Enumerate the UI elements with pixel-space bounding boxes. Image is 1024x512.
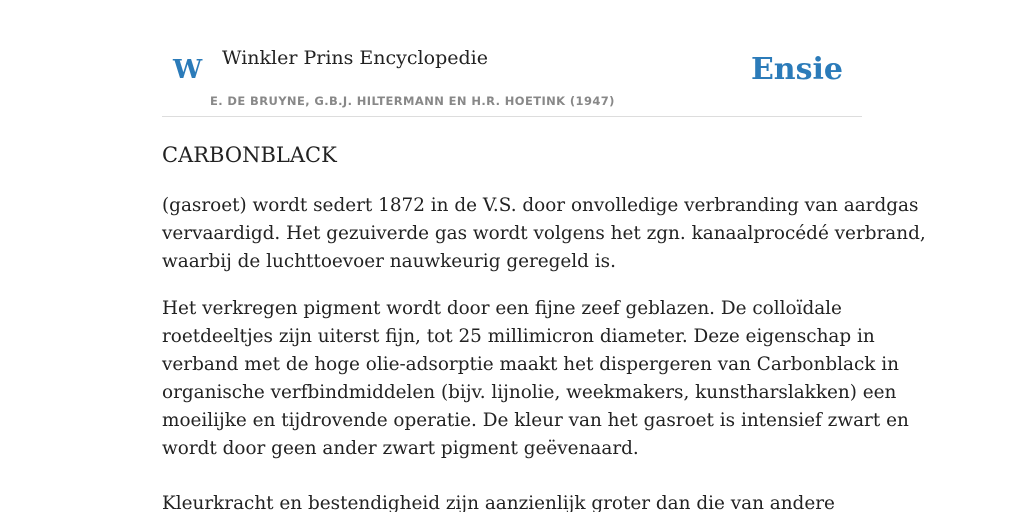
- site-header: [162, 0, 862, 117]
- article-paragraph-2: [162, 295, 909, 463]
- paragraph-line: organische verfbindmiddelen (bijv. lijnolie, weekmakers, kunstharslakken) een: [162, 382, 897, 403]
- paragraph-line: waarbij de luchttoevoer nauwkeurig geregeld is.: [162, 251, 616, 272]
- article-page: [162, 0, 926, 512]
- paragraph-line: Kleurkracht en bestendigheid zijn aanzienlijk groter dan die van andere: [162, 493, 835, 512]
- paragraph-line: vervaardigd. Het gezuiverde gas wordt volgens het zgn. kanaalprocédé verbrand,: [162, 223, 926, 244]
- article-title: CARBONBLACK: [162, 143, 337, 167]
- paragraph-line: Het verkregen pigment wordt door een fijne zeef geblazen. De colloïdale: [162, 298, 842, 319]
- ensie-brand-logo[interactable]: Ensie: [750, 52, 843, 87]
- paragraph-line: moeilijke en tijdrovende operatie. De kleur van het gasroet is intensief zwart en: [162, 410, 909, 431]
- source-title[interactable]: Winkler Prins Encyclopedie: [222, 47, 488, 69]
- paragraph-line: verband met de hoge olie-adsorptie maakt het dispergeren van Carbonblack in: [162, 354, 899, 375]
- source-authors: E. DE BRUYNE, G.B.J. HILTERMANN EN H.R. HOETINK (1947): [210, 94, 615, 108]
- article-paragraph-1: [162, 192, 926, 276]
- paragraph-line: roetdeeltjes zijn uiterst fijn, tot 25 millimicron diameter. Deze eigenschap in: [162, 326, 875, 347]
- paragraph-line: (gasroet) wordt sedert 1872 in de V.S. door onvolledige verbranding van aardgas: [162, 195, 919, 216]
- winkler-prins-logo[interactable]: W: [173, 55, 203, 85]
- article-paragraph-3: [162, 490, 862, 512]
- paragraph-line: wordt door geen ander zwart pigment geëvenaard.: [162, 438, 639, 459]
